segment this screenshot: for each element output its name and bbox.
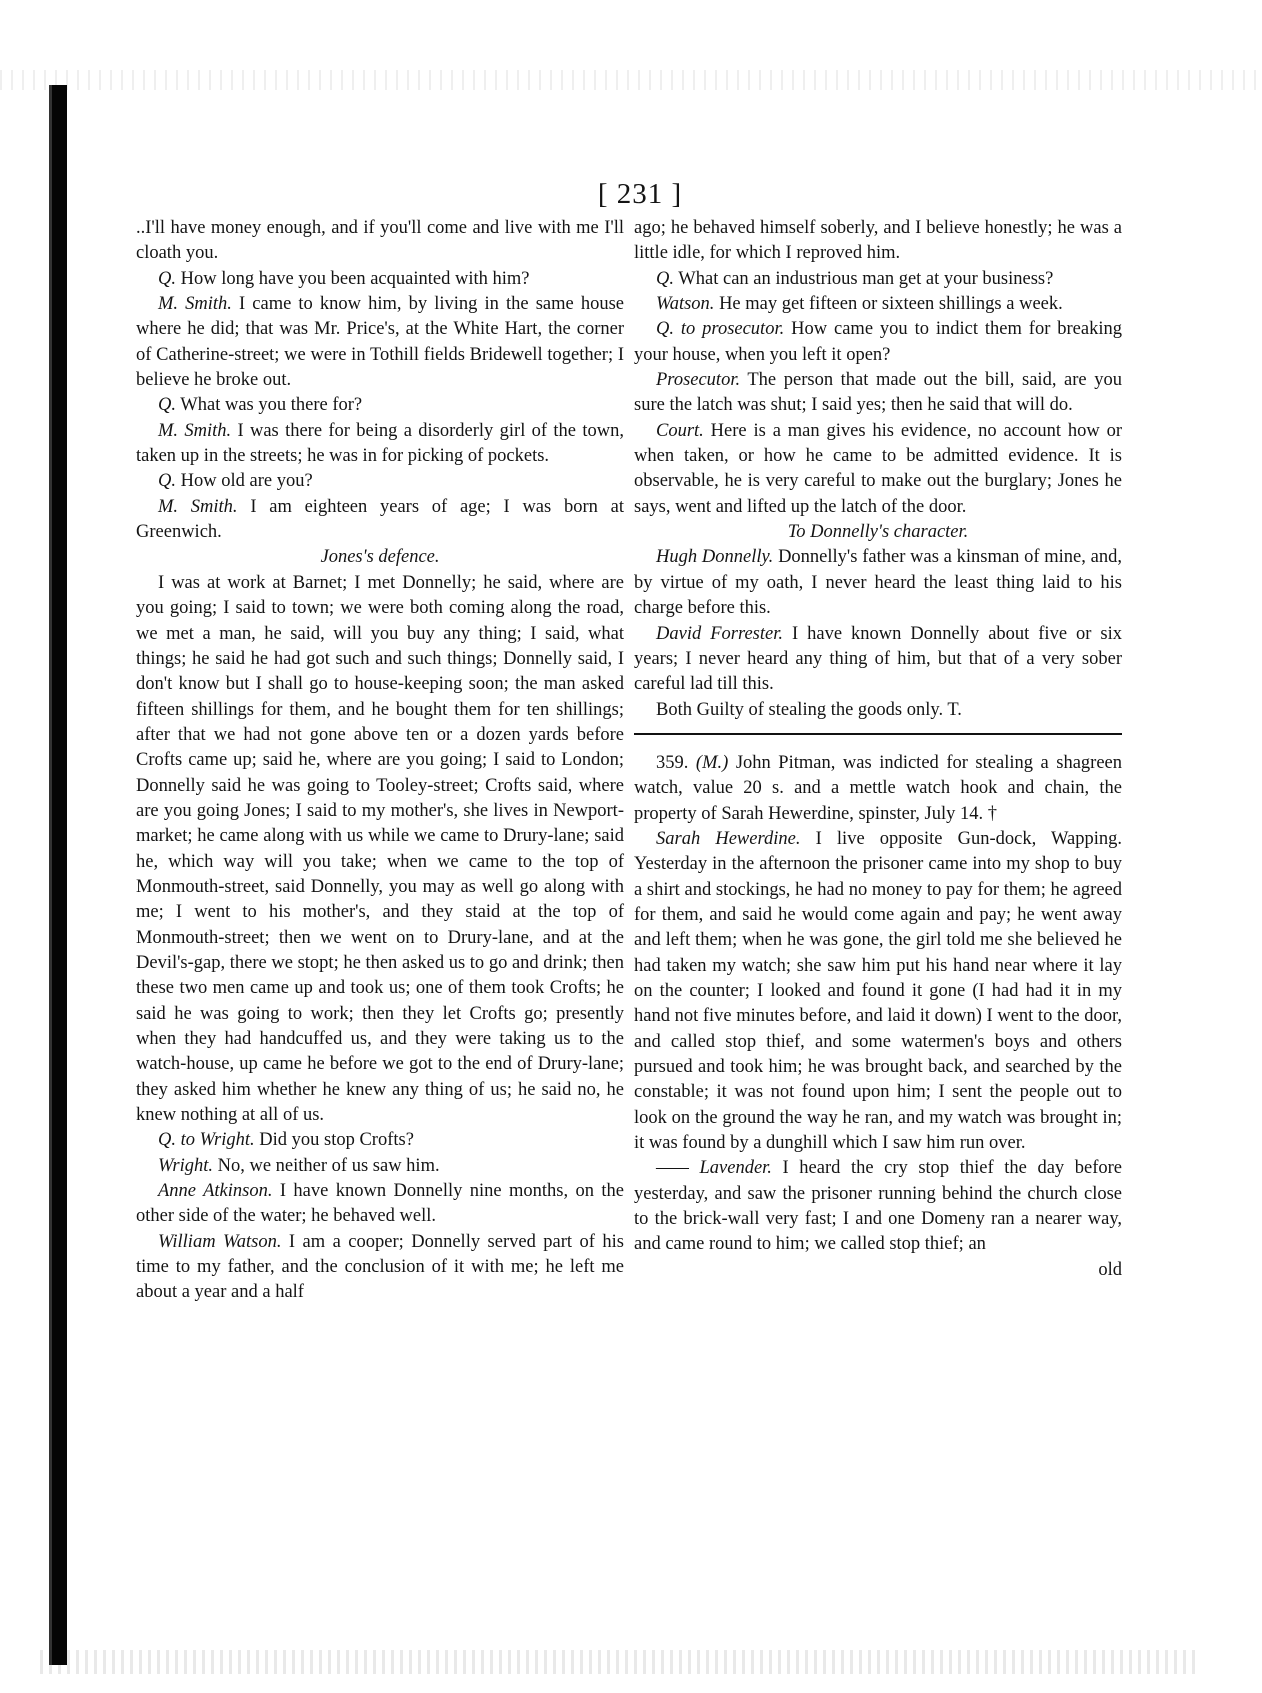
paragraph	[634, 216, 1122, 267]
text-run: I live opposite Gun-dock, Wapping. Yesterday in the afternoon the prisoner came into my shop to buy a shirt and stockings, he had no money to pay for them; he agreed for them, and said he would come again and pay; he went away and left them; when he was gone, the girl told me she believed he had taken my watch; she saw him put his hand near where it lay on the counter; I looked and found it gone (I had had it in my hand not five minutes before, and laid it down) I went to the door, and called stop thief, and some watermen's boys and others pursued and took him; he was brought back, and searched by the constable; it was not found upon him; I sent the people out to look on the ground the way he ran, and my watch was brought in; it was found by a dunghill which I saw him run over.	[634, 828, 1123, 1154]
paragraph	[136, 571, 624, 1129]
paragraph	[136, 216, 624, 267]
text-run: The person that made out the bill, said, are you sure the latch was shut; I said yes; then he said that will do.	[634, 370, 1122, 416]
left-column	[136, 216, 624, 1306]
binding-edge-bar	[52, 85, 67, 1665]
paragraph	[136, 1230, 624, 1306]
speaker-label: Q.	[158, 395, 176, 416]
speaker-label: Wright.	[158, 1155, 213, 1176]
text-run: I heard the cry stop thief the day before yesterday, and saw the prisoner running behind the church close to the brick-wall very fast; I and one Domeny ran a nearer way, and came round to him; we called stop thief; an	[634, 1158, 1122, 1255]
scan-noise-top	[0, 70, 1262, 90]
text-run: How came you to indict them for breaking your house, when you left it open?	[634, 319, 1122, 365]
text-run: Both Guilty of stealing the goods only. T.	[656, 699, 962, 720]
scan-noise-bottom	[40, 1650, 1200, 1674]
paragraph	[136, 495, 624, 546]
text-run: What can an industrious man get at your business?	[674, 268, 1054, 289]
text-run: John Pitman, was indicted for stealing a shagreen watch, value 20 s. and a mettle watch hook and chain, the property of Sarah Hewerdine, spinster, July 14. †	[634, 752, 1122, 824]
paragraph	[634, 1156, 1122, 1257]
paragraph	[136, 292, 624, 393]
speaker-label: Q. to prosecutor.	[656, 319, 785, 340]
text-run: What was you there for?	[176, 395, 363, 416]
speaker-label: William Watson.	[158, 1231, 282, 1252]
speaker-label: Sarah Hewerdine.	[656, 828, 801, 849]
paragraph	[136, 1128, 624, 1153]
text-run: old	[1098, 1259, 1122, 1280]
text-run: I was at work at Barnet; I met Donnelly; he said, where are you going; I said to town; we were both coming along the road, we met a man, he said, will you buy any thing; I said, what things; he said he had got such and such things; Donnelly said, I don't know but I shall go to house-keeping soon; the man asked fifteen shillings for them, and he bought them for ten shillings; after that we had not gone above ten or a dozen yards before Crofts came up; said he, where are you going; I said to London; Donnelly said he was going to Tooley-street; Crofts said, where are you going Jones; I said to my mother's, she lives in Newport-market; he came along with us while we came to Drury-lane; said he, which way will you take; when we came to the top of Monmouth-street, said Donnelly, you may as well go along with me; I went to his mother's, and they staid at the top of Monmouth-street; then we went on to Drury-lane, and at the Devil's-gap, there we stopt; he then asked us to go and drink; then these two men came up and took us; one of them took Crofts; he said he was going to work; then they let Crofts go; presently when they had handcuffed us, and they were taking us to the watch-house, up came he before we got to the end of Drury-lane; they asked him whether he knew any thing of us; he said no, he knew nothing at all of us.	[136, 572, 624, 1126]
text-run: Did you stop Crofts?	[254, 1130, 414, 1151]
text-run: I am a cooper; Donnelly served part of his time to my father, and the conclusion of it with me; he left me about a year and a half	[136, 1231, 624, 1303]
speaker-label: Q.	[158, 471, 176, 492]
speaker-label: Q. to Wright.	[158, 1130, 255, 1151]
paragraph	[634, 545, 1122, 621]
paragraph	[634, 368, 1122, 419]
text-run: I have known Donnelly nine months, on the other side of the water; he behaved well.	[136, 1181, 624, 1227]
section-heading	[634, 520, 1122, 545]
text-run: ..I'll have money enough, and if you'll come and live with me I'll cloath you.	[136, 218, 624, 264]
paragraph	[634, 622, 1122, 698]
right-column	[634, 216, 1122, 1283]
paragraph	[634, 698, 1122, 723]
text-run: I have known Donnelly about five or six years; I never heard any thing of him, but that of a very sober careful lad till this.	[634, 623, 1122, 695]
speaker-label: (M.)	[695, 752, 729, 773]
section-heading	[136, 545, 624, 570]
text-run: He may get fifteen or sixteen shillings a week.	[714, 294, 1063, 315]
paragraph	[136, 267, 624, 292]
speaker-label: Prosecutor.	[656, 370, 741, 391]
paragraph	[136, 469, 624, 494]
paragraph	[634, 317, 1122, 368]
paragraph	[634, 419, 1122, 520]
paragraph	[136, 1179, 624, 1230]
speaker-label: Anne Atkinson.	[158, 1181, 273, 1202]
text-run: Donnelly's father was a kinsman of mine, and, by virtue of my oath, I never heard the least thing laid to his charge before this.	[634, 547, 1122, 619]
paragraph	[634, 827, 1122, 1156]
speaker-label: Jones's defence.	[320, 547, 440, 568]
speaker-label: Q.	[158, 268, 176, 289]
speaker-label: —— Lavender.	[656, 1158, 772, 1179]
speaker-label: Q.	[656, 268, 674, 289]
paragraph	[634, 751, 1122, 827]
paragraph	[634, 267, 1122, 292]
section-divider	[634, 733, 1122, 735]
speaker-label: Watson.	[656, 294, 715, 315]
catchword	[634, 1258, 1122, 1283]
speaker-label: M. Smith.	[158, 294, 232, 315]
text-run: How long have you been acquainted with him?	[176, 268, 530, 289]
text-run: I am eighteen years of age; I was born at Greenwich.	[136, 496, 624, 543]
speaker-label: M. Smith.	[158, 496, 238, 517]
text-run: Here is a man gives his evidence, no account how or when taken, or how he came to be admitted evidence. It is observable, he is very careful to make out the burglary; Jones he says, went and lifted up the latch of the door.	[634, 420, 1122, 517]
text-run: ago; he behaved himself soberly, and I believe honestly; he was a little idle, for which I reproved him.	[634, 218, 1122, 264]
text-run: How old are you?	[176, 471, 313, 492]
paragraph	[634, 292, 1122, 317]
page-number: [ 231 ]	[597, 178, 683, 210]
paragraph	[136, 419, 624, 470]
text-run: I was there for being a disorderly girl of the town, taken up in the streets; he was in for picking of pockets.	[136, 420, 624, 467]
speaker-label: David Forrester.	[656, 623, 783, 644]
speaker-label: Hugh Donnelly.	[656, 547, 774, 568]
text-run: No, we neither of us saw him.	[213, 1155, 440, 1176]
speaker-label: To Donnelly's character.	[787, 522, 969, 543]
speaker-label: M. Smith.	[158, 420, 232, 441]
paragraph	[136, 1154, 624, 1179]
text-run: I came to know him, by living in the same house where he did; that was Mr. Price's, at the White Hart, the corner of Catherine-street; we were in Tothill fields Bridewell together; I believe he broke out.	[136, 294, 624, 391]
paragraph	[136, 393, 624, 418]
speaker-label: Court.	[656, 420, 704, 441]
text-run: 359.	[656, 752, 696, 773]
